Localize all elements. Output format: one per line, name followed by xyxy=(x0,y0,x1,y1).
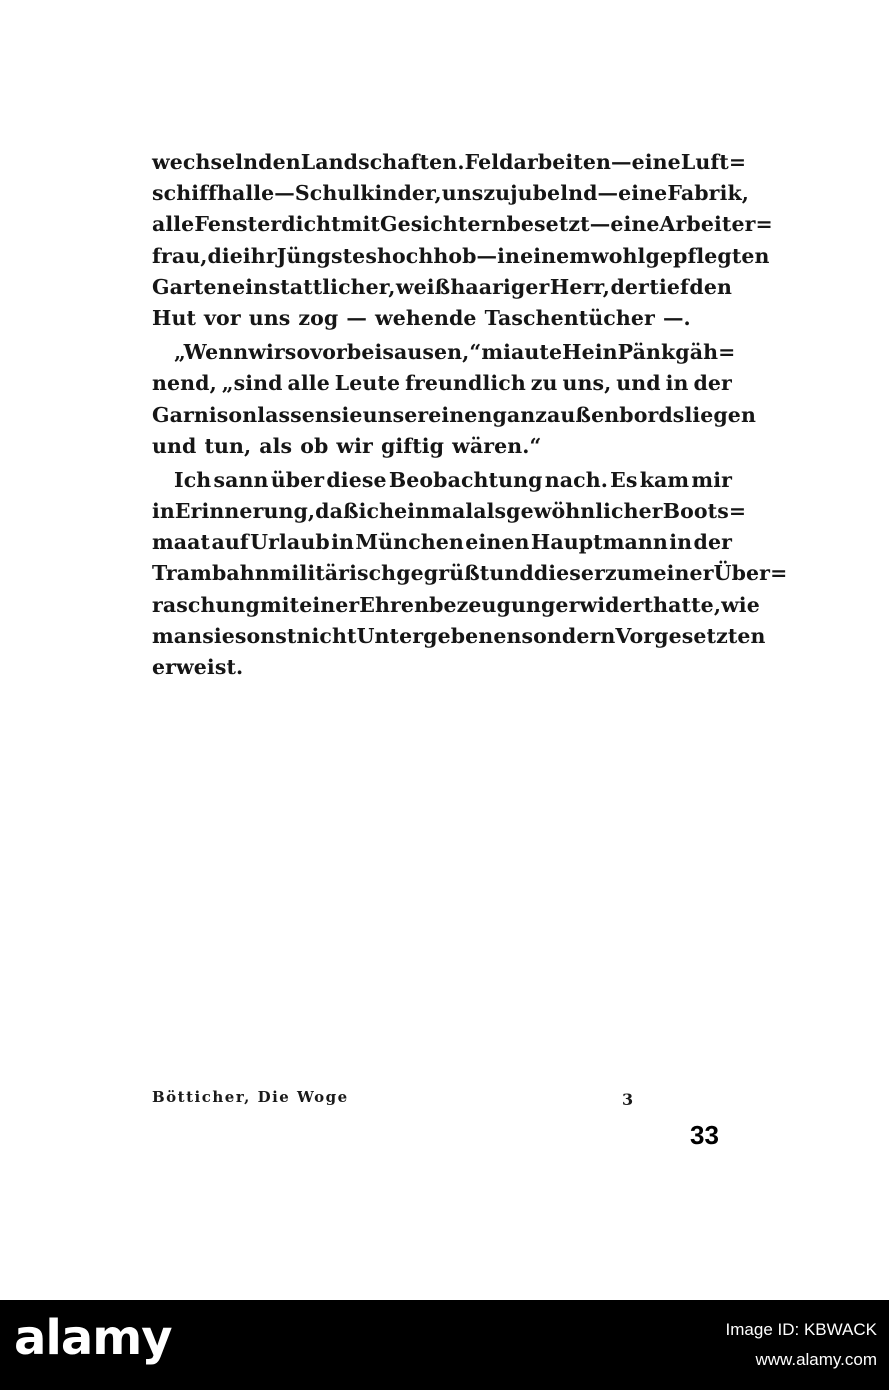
word: zu xyxy=(530,371,558,396)
text-line xyxy=(152,590,760,621)
word: stattlicher, xyxy=(268,274,396,299)
word: und xyxy=(489,561,534,586)
word: miaute xyxy=(481,340,563,365)
word: alle xyxy=(152,212,195,237)
word: ganz xyxy=(492,402,548,427)
alamy-logo: alamy xyxy=(14,1310,172,1366)
word: besetzt xyxy=(506,212,590,237)
word: maat xyxy=(152,530,211,555)
word: wären.“ xyxy=(452,433,542,458)
word: Garnison xyxy=(152,402,258,427)
word: daß xyxy=(315,499,359,524)
word: einer xyxy=(299,592,360,617)
word: sie xyxy=(202,623,235,648)
word: in xyxy=(665,371,689,396)
word: außenbords xyxy=(547,402,685,427)
word: nend, xyxy=(152,371,217,396)
word: dieser xyxy=(533,561,605,586)
word: der xyxy=(693,530,732,555)
word: Über= xyxy=(713,561,788,586)
word: diese xyxy=(326,467,387,492)
word: gäh= xyxy=(675,340,736,365)
image-id-label: Image ID: KBWACK xyxy=(725,1320,877,1339)
text-line xyxy=(152,465,732,496)
word: Ehrenbezeugung xyxy=(359,592,556,617)
word: gegrüßt xyxy=(396,561,490,586)
word: erwidert xyxy=(555,592,654,617)
word: Boots= xyxy=(662,499,747,524)
word: zog xyxy=(298,305,339,330)
word: freundlich xyxy=(405,371,526,396)
word: Hauptmann xyxy=(530,530,668,555)
word: einmal xyxy=(394,499,474,524)
word: und xyxy=(152,433,197,458)
word: als xyxy=(259,433,293,458)
word: frau, xyxy=(152,243,208,268)
text-line xyxy=(152,558,788,589)
word: tun, xyxy=(204,433,252,458)
word: militärisch xyxy=(269,561,397,586)
word: auf xyxy=(211,530,249,555)
word: Es xyxy=(610,467,638,492)
word: Herr, xyxy=(549,274,611,299)
text-line xyxy=(152,178,749,209)
word: einem xyxy=(520,243,592,268)
word: zujubelnd xyxy=(483,181,598,206)
word: weißhaariger xyxy=(395,274,550,299)
word: alle xyxy=(287,371,330,396)
word: wie xyxy=(721,592,760,617)
word: Gesichtern xyxy=(379,212,507,237)
word: — xyxy=(611,150,632,174)
word: Untergebenen xyxy=(356,623,522,648)
word: sonst xyxy=(234,623,297,648)
word: „Wenn xyxy=(174,340,249,365)
word: in xyxy=(669,530,693,555)
word: und xyxy=(616,371,661,396)
word: der xyxy=(693,371,732,396)
word: uns xyxy=(441,181,484,206)
text-line xyxy=(152,272,732,303)
word: hochhob xyxy=(376,243,477,268)
word: Schulkinder, xyxy=(294,181,442,206)
footer-author-title: Bötticher, Die Woge xyxy=(152,1088,349,1106)
word: in xyxy=(152,499,175,524)
word: Pänk xyxy=(617,340,676,365)
word: nicht xyxy=(296,623,357,648)
word: unsereinen xyxy=(362,402,493,427)
word: schiffhalle xyxy=(152,181,275,206)
word: wir xyxy=(248,340,285,365)
word: den xyxy=(689,274,732,299)
word: Urlaub xyxy=(250,530,330,555)
text-line xyxy=(152,147,747,178)
word: mit xyxy=(340,212,380,237)
body-text xyxy=(152,147,788,683)
word: vorbeisausen,“ xyxy=(310,340,482,365)
word: Jüngstes xyxy=(276,243,377,268)
word: mit xyxy=(259,592,300,617)
word: nach. xyxy=(544,467,608,492)
word: Fenster xyxy=(194,212,282,237)
word: mir xyxy=(691,467,732,492)
word: Ich xyxy=(174,467,212,492)
text-line xyxy=(152,652,732,683)
text-line xyxy=(152,241,770,272)
word: ein xyxy=(232,274,269,299)
word: eine xyxy=(610,212,660,237)
word: kam xyxy=(639,467,690,492)
word: Taschentücher xyxy=(484,305,655,330)
word: liegen xyxy=(684,402,756,427)
text-line xyxy=(152,621,766,652)
word: — xyxy=(346,305,367,330)
word: — xyxy=(589,212,611,237)
text-line xyxy=(152,431,732,462)
word: über xyxy=(270,467,325,492)
word: wohlgepflegten xyxy=(591,243,770,268)
signature-number: 3 xyxy=(622,1090,634,1109)
text-line xyxy=(152,496,747,527)
word: Fabrik, xyxy=(667,181,749,206)
word: — xyxy=(476,243,498,268)
word: Feldarbeiten xyxy=(464,150,612,174)
word: der xyxy=(610,274,649,299)
word: man xyxy=(152,623,203,648)
word: —. xyxy=(662,305,691,330)
text-line xyxy=(152,400,756,431)
word: meiner xyxy=(631,561,714,586)
word: wir xyxy=(336,433,373,458)
text-line xyxy=(152,303,732,334)
word: so xyxy=(284,340,311,365)
word: sann xyxy=(213,467,269,492)
word: zu xyxy=(604,561,632,586)
word: Garten xyxy=(152,274,232,299)
word: Hein xyxy=(562,340,618,365)
text-line xyxy=(152,209,773,240)
word: uns, xyxy=(562,371,612,396)
word: — xyxy=(597,181,619,206)
word: sie xyxy=(329,402,363,427)
word: dicht xyxy=(281,212,341,237)
word: Landschaften. xyxy=(300,150,465,174)
word: Luft= xyxy=(680,150,747,174)
word: Hut xyxy=(152,305,197,330)
word: wechselnden xyxy=(152,150,301,174)
word: ihr xyxy=(242,243,277,268)
word: giftig xyxy=(380,433,445,458)
word: eine xyxy=(618,181,668,206)
word: eine xyxy=(631,150,681,174)
word: ich xyxy=(358,499,395,524)
word: hatte, xyxy=(653,592,722,617)
word: Trambahn xyxy=(152,561,270,586)
word: ob xyxy=(300,433,329,458)
word: uns xyxy=(248,305,291,330)
word: Arbeiter= xyxy=(659,212,773,237)
word: erweist. xyxy=(152,655,244,679)
word: Vorgesetzten xyxy=(615,623,766,648)
text-line xyxy=(152,527,732,558)
word: gewöhnlicher xyxy=(506,499,663,524)
word: in xyxy=(331,530,355,555)
word: „sind xyxy=(221,371,283,396)
word: raschung xyxy=(152,592,260,617)
word: als xyxy=(473,499,507,524)
word: tief xyxy=(649,274,689,299)
page-number: 33 xyxy=(690,1120,719,1150)
word: München xyxy=(355,530,464,555)
word: Erinnerung, xyxy=(174,499,316,524)
word: in xyxy=(497,243,521,268)
word: einen xyxy=(465,530,530,555)
watermark-banner xyxy=(0,1300,889,1390)
word: die xyxy=(207,243,243,268)
word: vor xyxy=(204,305,241,330)
site-url-label: www.alamy.com xyxy=(755,1350,877,1369)
word: sondern xyxy=(521,623,616,648)
word: Beobachtung xyxy=(388,467,543,492)
text-line xyxy=(152,337,736,368)
word: wehende xyxy=(374,305,477,330)
word: — xyxy=(274,181,295,206)
word: lassen xyxy=(257,402,330,427)
text-line xyxy=(152,368,732,399)
word: Leute xyxy=(334,371,401,396)
